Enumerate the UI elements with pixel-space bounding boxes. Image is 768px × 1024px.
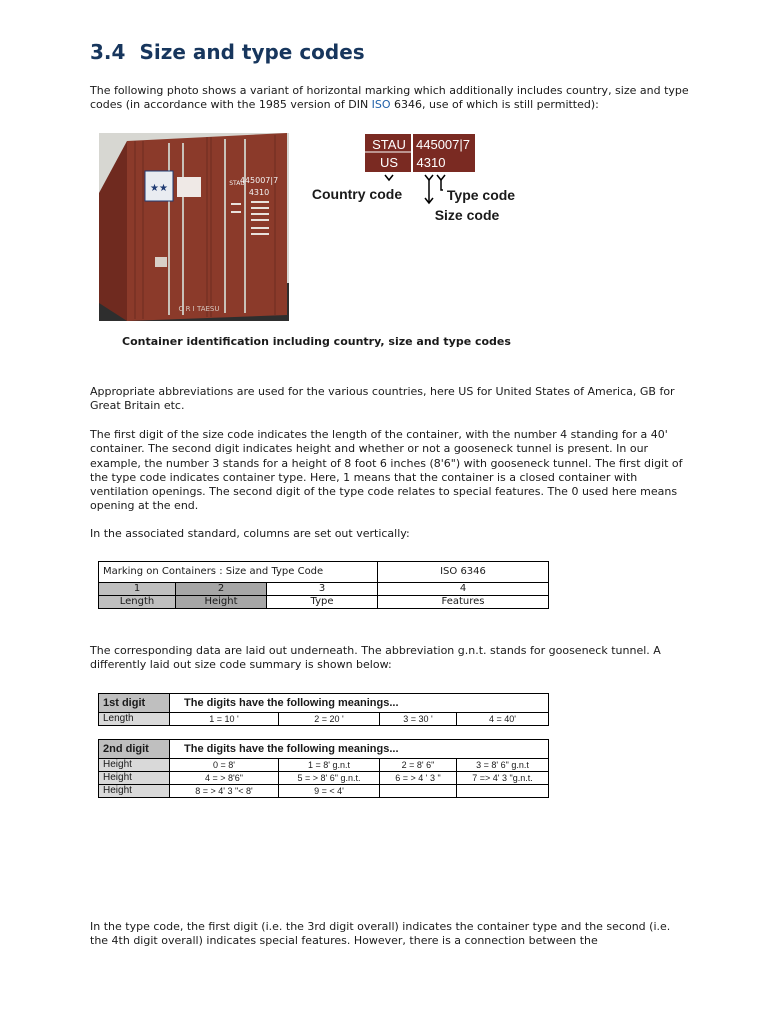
iso-link[interactable]: ISO [371,98,391,112]
photo-bottom-label: C R I TAESU [178,305,220,313]
second-digit-table [98,739,549,798]
table-cell: 9 = < 4' [279,785,380,798]
section-title: Size and type codes [139,40,365,64]
marking-serial-number: 445007|7 [416,137,470,152]
table-row [99,785,549,798]
iso-col-label: Length [99,596,176,609]
intro-text-after: 6346, use of which is still permitted): [390,98,599,112]
marking-diagram [305,132,535,232]
iso-table-label-row [99,596,549,609]
table-cell: 2 = 20 ' [279,713,380,726]
iso-col-label: Features [378,596,549,609]
photo-door-owner: STAU [229,180,245,187]
size-code-label: Size code [434,207,500,223]
marking-owner-code: STAU [372,137,406,152]
first-digit-header-right: The digits have the following meanings... [170,694,549,713]
row-label: Height [99,772,170,785]
intro-text-before: The following photo shows a variant of horizontal marking which additionally includes country, size and type codes (in accordance with the 1985 version of DIN [90,84,689,112]
row-label: Length [99,713,170,726]
paragraph-size-code: The first digit of the size code indicates the length of the container, with the number 4 standing for a 40' container. The second digit indicates height and whether or not a gooseneck tunnel is present. In our example, the number 3 stands for a height of 8 foot 6 inches (8'6") with gooseneck tunnel. The first digit of the type code indicates container type. Here, 1 means that the container is a closed container with ventilation openings. The second digit of the type code relates to special features. The 0 used here means opening at the end. [90,428,683,513]
marking-size-type: 4310 [416,155,446,170]
photo-door-number: 445007|7 [239,176,279,185]
iso-col-label: Height [176,596,267,609]
photo-flag-label: ★★ [150,183,168,194]
iso-col-label: Type [267,596,378,609]
figure-caption: Container identification including country, size and type codes [122,335,511,348]
first-digit-table [98,693,549,726]
table-cell: 2 = 8' 6" [380,759,457,772]
country-code-label: Country code [311,186,403,202]
iso-table-title-row [99,562,549,583]
table-cell [457,785,549,798]
table-cell: 1 = 8' g.n.t [279,759,380,772]
table-row [99,759,549,772]
table-cell: 4 = > 8'6" [170,772,279,785]
paragraph-abbreviations: Appropriate abbreviations are used for the various countries, here US for United States of America, GB for Great Britain etc. [90,385,675,413]
table-row [99,772,549,785]
first-digit-header-row [99,694,549,713]
iso-col-number: 2 [176,583,267,596]
paragraph-type-code: In the type code, the first digit (i.e. the 3rd digit overall) indicates the container type and the second (i.e. the 4th digit overall) indicates special features. However, there is a connection between the [90,920,671,948]
row-label: Height [99,785,170,798]
table-cell: 1 = 10 ' [170,713,279,726]
iso-table-number-row [99,583,549,596]
iso-col-number: 4 [378,583,549,596]
iso-standard-table [98,561,549,609]
row-label: Height [99,759,170,772]
intro-paragraph [90,84,690,113]
table-cell: 3 = 30 ' [380,713,457,726]
paragraph-standard-intro: In the associated standard, columns are set out vertically: [90,527,410,540]
table-cell: 8 = > 4' 3 "< 8' [170,785,279,798]
container-photo [99,133,289,321]
table-cell: 6 = > 4 ' 3 " [380,772,457,785]
second-digit-header-right: The digits have the following meanings... [170,740,549,759]
iso-table-standard: ISO 6346 [378,562,549,583]
table-row [99,713,549,726]
second-digit-header-row [99,740,549,759]
iso-col-number: 1 [99,583,176,596]
table-cell: 3 = 8' 6" g.n.t [457,759,549,772]
iso-table-title: Marking on Containers : Size and Type Code [99,562,378,583]
photo-door-code: 4310 [248,188,270,197]
first-digit-header-left: 1st digit [99,694,170,713]
table-cell: 7 => 4' 3 "g.n.t. [457,772,549,785]
iso-col-number: 3 [267,583,378,596]
table-cell [380,785,457,798]
type-code-label: Type code [446,187,516,203]
table-cell: 0 = 8' [170,759,279,772]
table-cell: 5 = > 8' 6" g.n.t. [279,772,380,785]
section-number: 3.4 [90,40,126,64]
marking-country: US [379,155,399,170]
section-heading [90,40,365,64]
paragraph-gnt: The corresponding data are laid out underneath. The abbreviation g.n.t. stands for gooseneck tunnel. A differently laid out size code summary is shown below: [90,644,661,672]
table-cell: 4 = 40' [457,713,549,726]
second-digit-header-left: 2nd digit [99,740,170,759]
